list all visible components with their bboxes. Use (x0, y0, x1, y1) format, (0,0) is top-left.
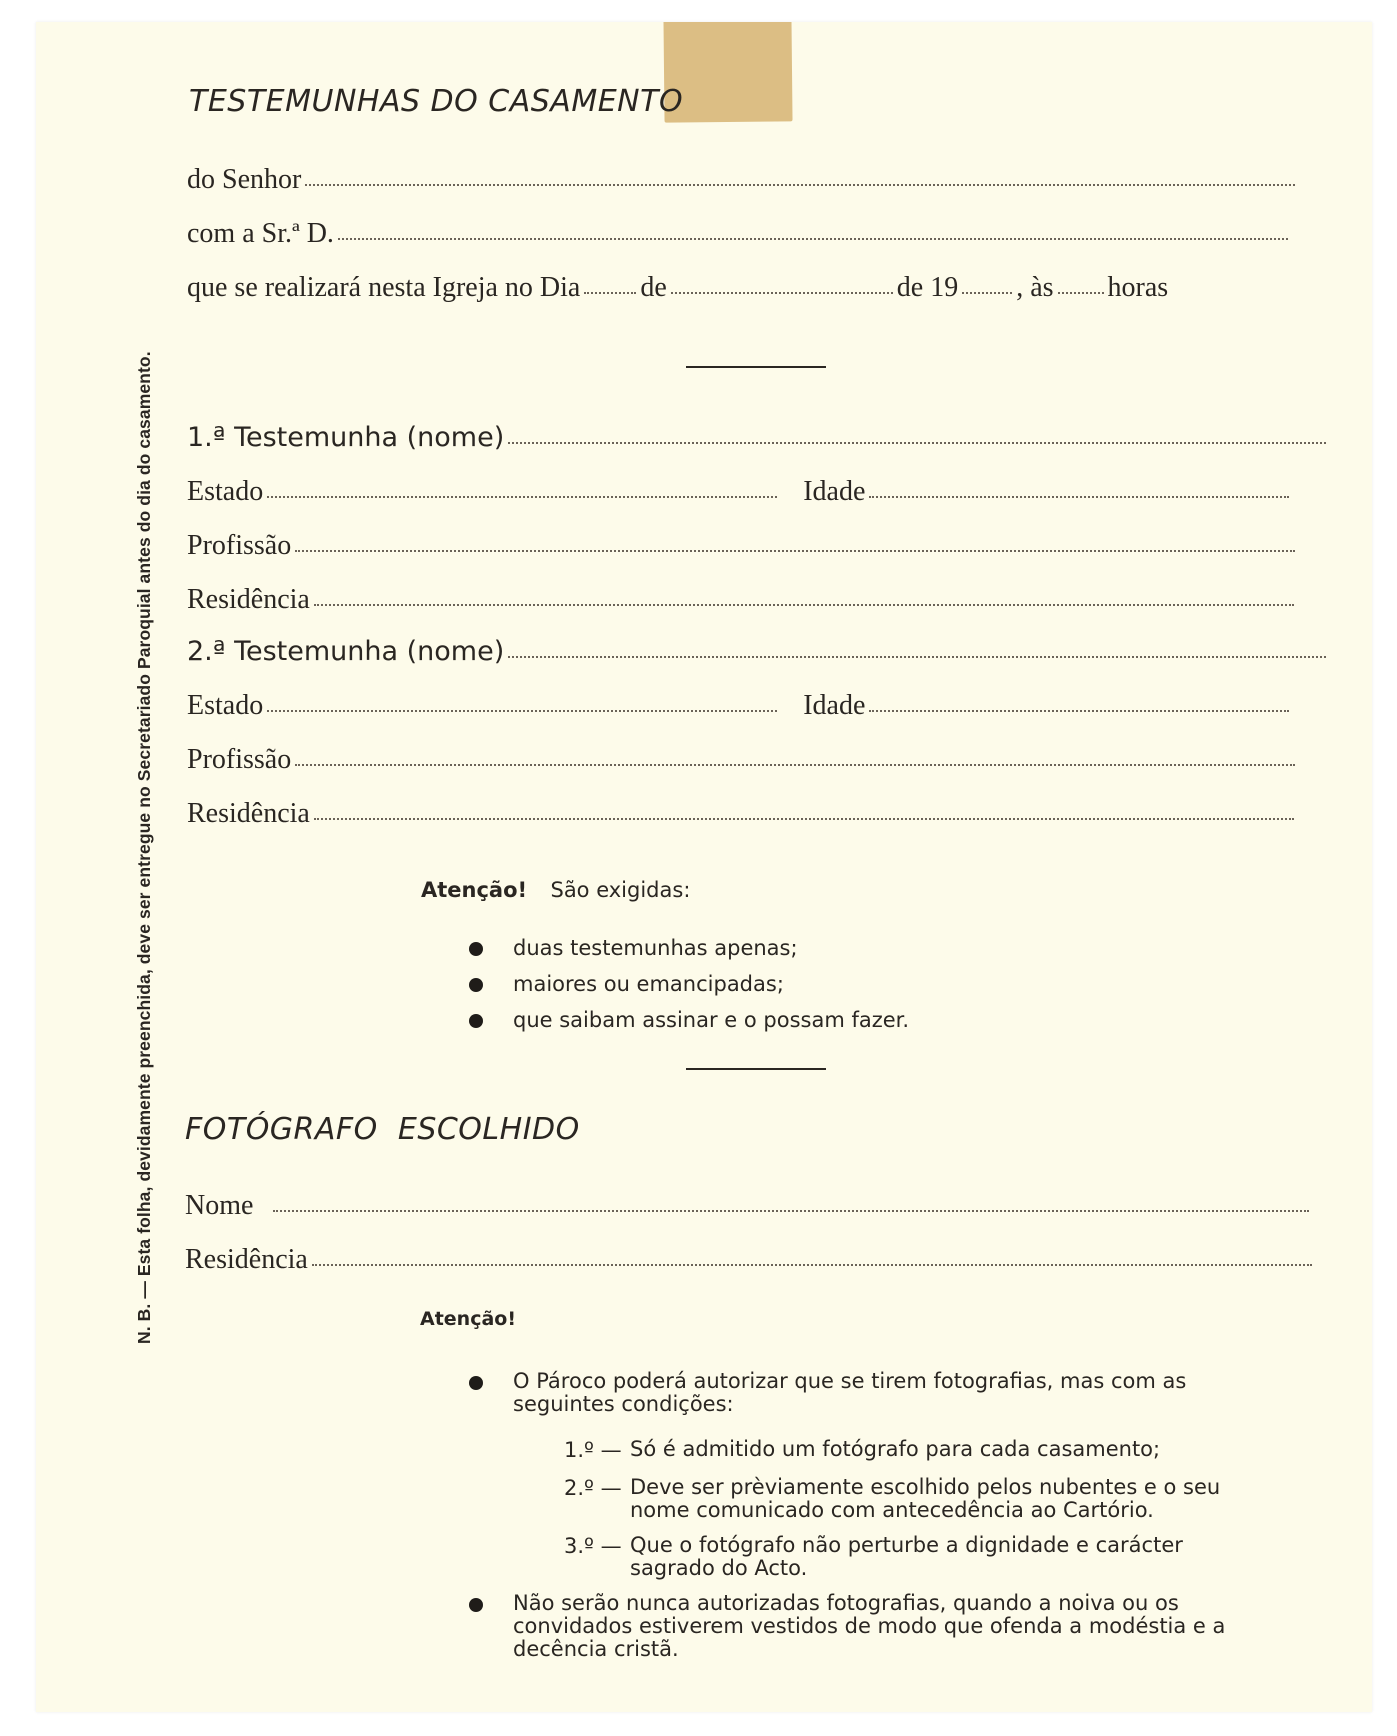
page-title: TESTEMUNHAS DO CASAMENTO (189, 84, 684, 119)
witness1-estado-row (187, 476, 1293, 508)
senhor-label: do Senhor (187, 164, 302, 195)
de19-label: de 19 (896, 272, 959, 303)
photographer-residencia-field[interactable] (312, 1264, 1312, 1266)
witness2-idade-field[interactable] (869, 710, 1289, 712)
photographer-nome-label: Nome (185, 1190, 254, 1221)
witness1-residencia-label: Residência (187, 584, 310, 615)
horas-label: horas (1107, 272, 1169, 303)
witness2-estado-row (187, 690, 1293, 722)
witness2-title: 2.ª Testemunha (nome) (187, 636, 505, 667)
witness1-title: 1.ª Testemunha (nome) (187, 422, 505, 453)
photographer-residencia-row (185, 1244, 1316, 1276)
witness1-name-field[interactable] (508, 442, 1326, 444)
condition-number: 2.º — (564, 1476, 622, 1500)
condition-number: 1.º — (564, 1438, 622, 1462)
witness1-profissao-label: Profissão (187, 530, 292, 561)
photographer-residencia-label: Residência (185, 1244, 308, 1275)
date-row (187, 272, 1168, 304)
witness2-profissao-field[interactable] (295, 764, 1295, 766)
sra-row (187, 218, 1292, 250)
attention1-item-text: duas testemunhas apenas; (513, 936, 798, 960)
attention2-bullet-1-text: O Pároco poderá autorizar que se tirem fotografias, mas com as seguintes condições: (513, 1369, 1187, 1416)
witness1-profissao-field[interactable] (295, 550, 1295, 552)
photographer-nome-row (185, 1190, 1313, 1222)
month-field[interactable] (671, 292, 893, 294)
bullet-icon (469, 1376, 483, 1390)
bullet-icon (469, 978, 483, 992)
bullet-icon (469, 942, 483, 956)
witness1-name-row (187, 422, 1330, 453)
attention1-item-1 (469, 936, 798, 960)
witness1-estado-field[interactable] (267, 496, 777, 498)
sra-label: com a Sr.ª D. (187, 218, 334, 249)
condition-text: Que o fotógrafo não perturbe a dignidade e carácter sagrado do Acto. (630, 1533, 1183, 1580)
divider-2 (686, 1068, 826, 1070)
attention1-item-3 (469, 1008, 909, 1032)
as-label: , às (1016, 272, 1054, 303)
year-field[interactable] (962, 292, 1012, 294)
witness1-idade-field[interactable] (869, 496, 1289, 498)
condition-1 (564, 1438, 1264, 1462)
form-sheet (36, 22, 1372, 1712)
witness1-idade-label: Idade (803, 476, 866, 507)
attention1-item-2 (469, 972, 784, 996)
sra-field[interactable] (338, 238, 1288, 240)
witness1-residencia-field[interactable] (314, 604, 1294, 606)
witness2-profissao-row (187, 744, 1299, 776)
photographer-title: FOTÓGRAFO ESCOLHIDO (185, 1112, 580, 1147)
attention2-bullet-1 (469, 1370, 1269, 1416)
witness2-profissao-label: Profissão (187, 744, 292, 775)
witness2-residencia-label: Residência (187, 798, 310, 829)
photographer-nome-field[interactable] (273, 1210, 1309, 1212)
divider-1 (686, 366, 826, 368)
senhor-row (187, 164, 1299, 196)
witness1-estado-label: Estado (187, 476, 264, 507)
attention1-header (421, 878, 690, 902)
condition-number: 3.º — (564, 1534, 622, 1558)
witness1-residencia-row (187, 584, 1298, 616)
witness2-estado-label: Estado (187, 690, 264, 721)
attention2-bullet-2 (469, 1592, 1269, 1661)
bullet-icon (469, 1014, 483, 1028)
witness2-estado-field[interactable] (267, 710, 777, 712)
witness2-name-field[interactable] (508, 656, 1326, 658)
bullet-icon (469, 1598, 483, 1612)
attention1-heading: Atenção! (421, 878, 528, 902)
day-field[interactable] (584, 292, 636, 294)
attention2-heading: Atenção! (420, 1308, 517, 1330)
attention1-item-text: que saibam assinar e o possam fazer. (513, 1008, 910, 1032)
senhor-field[interactable] (305, 184, 1295, 186)
witness2-idade-label: Idade (803, 690, 866, 721)
witness1-profissao-row (187, 530, 1299, 562)
attention1-intro: São exigidas: (550, 878, 691, 902)
witness2-name-row (187, 636, 1330, 667)
attention1-item-text: maiores ou emancipadas; (513, 972, 784, 996)
witness2-residencia-field[interactable] (314, 818, 1294, 820)
condition-text: Deve ser prèviamente escolhido pelos nubentes e o seu nome comunicado com antecedência ao Cartório. (630, 1475, 1221, 1522)
attention2-header (420, 1308, 516, 1330)
condition-2 (564, 1476, 1264, 1522)
attention2-bullet-2-text: Não serão nunca autorizadas fotografias, quando a noiva ou os convidados estiverem vestidos de modo que ofenda a modéstia e a decência cristã. (513, 1591, 1226, 1661)
de-label: de (640, 272, 667, 303)
witness2-residencia-row (187, 798, 1298, 830)
realizara-label: que se realizará nesta Igreja no Dia (187, 272, 581, 303)
side-note: N. B. — Esta folha, devidamente preenchida, deve ser entregue no Secretariado Paroquial antes do dia do casamento. (134, 351, 154, 1344)
condition-3 (564, 1534, 1264, 1580)
hour-field[interactable] (1058, 292, 1104, 294)
condition-text: Só é admitido um fotógrafo para cada casamento; (630, 1437, 1161, 1461)
